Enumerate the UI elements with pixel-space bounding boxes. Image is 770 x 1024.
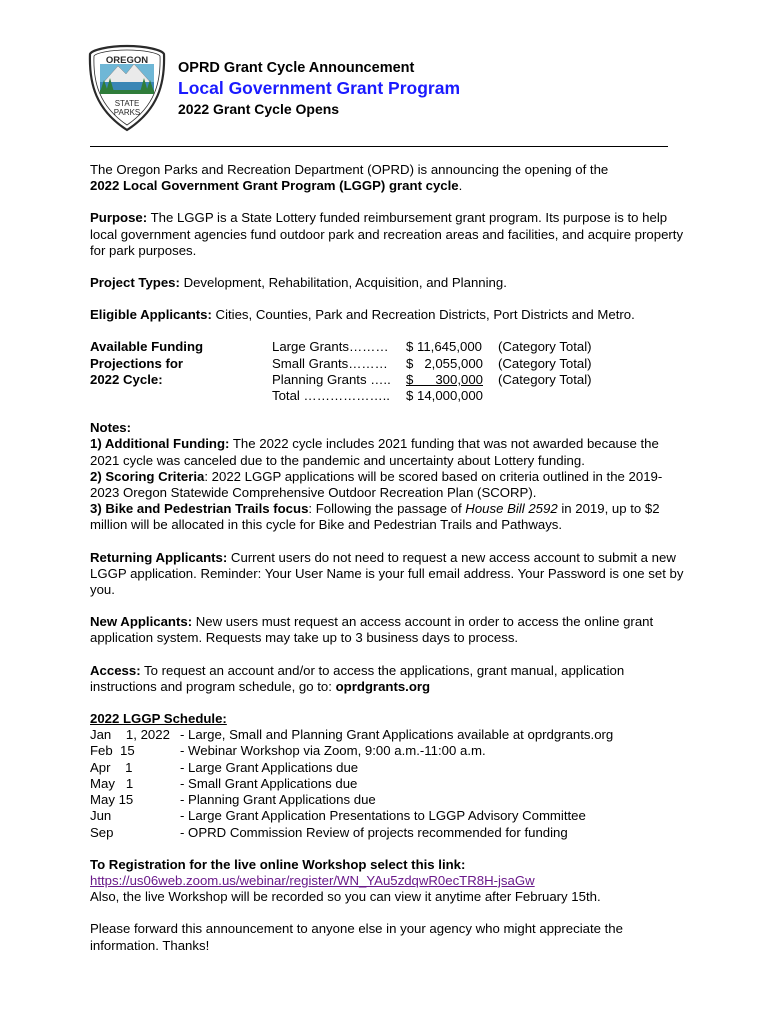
registration-link[interactable]: https://us06web.zoom.us/webinar/register/WN_YAu5zdqwR0ecTR8H-jsaGw xyxy=(90,872,535,888)
schedule-desc: - OPRD Commission Review of projects recommended for funding xyxy=(180,824,568,840)
funding-amount-underlined: $ 300,000 xyxy=(406,371,483,387)
schedule-table xyxy=(90,727,690,840)
access-label: Access: xyxy=(90,662,141,678)
funding-amount: $ 14,000,000 xyxy=(406,388,484,404)
funding-note: (Category Total) xyxy=(498,355,592,371)
schedule-date: Feb 15 xyxy=(90,743,135,759)
funding-amount: $ 11,645,000 xyxy=(406,339,483,355)
schedule-desc: - Webinar Workshop via Zoom, 9:00 a.m.-11:00 a.m. xyxy=(180,743,486,759)
schedule-desc: - Large Grant Application Presentations to LGGP Advisory Committee xyxy=(180,808,586,824)
note-2-label: 2) Scoring Criteria xyxy=(90,468,205,484)
funding-category: Small Grants……… xyxy=(272,355,388,371)
funding-category: Total ……………….. xyxy=(272,388,390,404)
schedule-desc: - Large Grant Applications due xyxy=(180,759,359,775)
note-3-bill: House Bill 2592 xyxy=(465,501,558,517)
funding-label-line: 2022 Cycle: xyxy=(90,371,163,387)
access-paragraph xyxy=(90,663,690,695)
notes-title: Notes: xyxy=(90,420,132,436)
logo-state-text: STATE xyxy=(114,99,140,108)
schedule-date: May 1 xyxy=(90,775,134,791)
intro-paragraph xyxy=(90,162,690,194)
funding-note: (Category Total) xyxy=(498,339,592,355)
returning-paragraph xyxy=(90,550,690,599)
registration-section xyxy=(90,857,690,906)
note-1-text: The 2022 cycle includes 2021 funding that was not awarded because the 2021 cycle was canceled due to the pandemic and uncertainty about Lottery funding. xyxy=(90,436,659,468)
access-text: To request an account and/or to access the applications, grant manual, application instructions and program schedule, go to: xyxy=(90,662,625,694)
eligible-paragraph xyxy=(90,307,690,323)
project-types-paragraph xyxy=(90,275,690,291)
closing-paragraph: Please forward this announcement to anyone else in your agency who might appreciate the information. Thanks! xyxy=(90,921,623,953)
logo-parks-text: PARKS xyxy=(113,108,141,117)
funding-category: Large Grants……… xyxy=(272,339,389,355)
program-title: Local Government Grant Program xyxy=(178,78,461,98)
header-divider xyxy=(90,146,668,147)
schedule-date: Jun xyxy=(90,808,112,824)
access-site: oprdgrants.org xyxy=(335,678,431,694)
intro-text: The Oregon Parks and Recreation Department (OPRD) is announcing the opening of the xyxy=(90,162,609,177)
eligible-text: Cities, Counties, Park and Recreation Districts, Port Districts and Metro. xyxy=(211,307,635,323)
eligible-label: Eligible Applicants: xyxy=(90,307,212,323)
logo-top-text: OREGON xyxy=(105,55,149,66)
intro-bold-text: 2022 Local Government Grant Program (LGGP) grant cycle xyxy=(90,178,459,194)
schedule-date: Apr 1 xyxy=(90,759,133,775)
purpose-paragraph xyxy=(90,210,690,259)
funding-amount: $ 2,055,000 xyxy=(406,355,483,371)
note-1-label: 1) Additional Funding: xyxy=(90,436,230,452)
funding-amount xyxy=(406,372,498,388)
funding-label-line: Projections for xyxy=(90,355,184,371)
notes-section xyxy=(90,420,690,533)
funding-table xyxy=(272,339,592,404)
registration-title: To Registration for the live online Workshop select this link: xyxy=(90,856,466,872)
project-types-text: Development, Rehabilitation, Acquisition, and Planning. xyxy=(179,275,507,291)
schedule-desc: - Large, Small and Planning Grant Applications available at oprdgrants.org xyxy=(180,727,614,743)
purpose-text: The LGGP is a State Lottery funded reimbursement grant program. Its purpose is to help local government agencies fund outdoor park and recreation areas and facilities, and acquire property for park purposes. xyxy=(90,210,684,258)
intro-period: . xyxy=(458,178,463,194)
returning-text: Current users do not need to request a new access account to submit a new LGGP application. Reminder: Your User Name is your full email address. Your Password is one set by you. xyxy=(90,549,684,598)
purpose-label: Purpose: xyxy=(90,210,148,226)
note-2-text: : 2022 LGGP applications will be scored based on criteria outlined in the 2019-2023 Oregon Statewide Comprehensive Outdoor Recreation Plan (SCORP). xyxy=(90,468,663,501)
schedule-section xyxy=(90,711,690,841)
funding-note: (Category Total) xyxy=(498,371,592,387)
schedule-desc: - Small Grant Applications due xyxy=(180,775,358,791)
schedule-desc: - Planning Grant Applications due xyxy=(180,792,376,808)
announcement-title: OPRD Grant Cycle Announcement xyxy=(178,60,415,76)
document-body xyxy=(90,162,690,954)
funding-row xyxy=(272,356,592,372)
funding-label xyxy=(90,339,272,404)
new-applicants-paragraph xyxy=(90,614,690,646)
oregon-state-parks-logo xyxy=(88,44,166,132)
note-3-text-end: in 2019, up to $2 million will be allocated in this cycle for Bike and Pedestrian Trails and Pathways. xyxy=(90,501,660,533)
new-applicants-text: New users must request an access account in order to access the online grant application system. Requests may take up to 3 business days to process. xyxy=(90,614,654,646)
project-types-label: Project Types: xyxy=(90,275,180,291)
returning-label: Returning Applicants: xyxy=(90,549,228,565)
schedule-date: Jan 1, 2022 xyxy=(90,727,170,743)
funding-category: Planning Grants ….. xyxy=(272,371,391,387)
registration-note: Also, the live Workshop will be recorded so you can view it anytime after February 15th. xyxy=(90,889,601,905)
schedule-title: 2022 LGGP Schedule: xyxy=(90,711,227,727)
funding-section xyxy=(90,339,690,404)
cycle-subtitle: 2022 Grant Cycle Opens xyxy=(178,101,340,117)
schedule-date: Sep xyxy=(90,824,114,840)
funding-row xyxy=(272,372,592,388)
announcement-header xyxy=(178,60,460,118)
funding-row xyxy=(272,388,592,404)
schedule-date: May 15 xyxy=(90,792,134,808)
note-3-label: 3) Bike and Pedestrian Trails focus xyxy=(90,501,309,517)
note-3-text: : Following the passage of xyxy=(308,501,466,517)
new-applicants-label: New Applicants: xyxy=(90,614,193,630)
funding-row xyxy=(272,339,592,355)
funding-label-line: Available Funding xyxy=(90,339,204,355)
